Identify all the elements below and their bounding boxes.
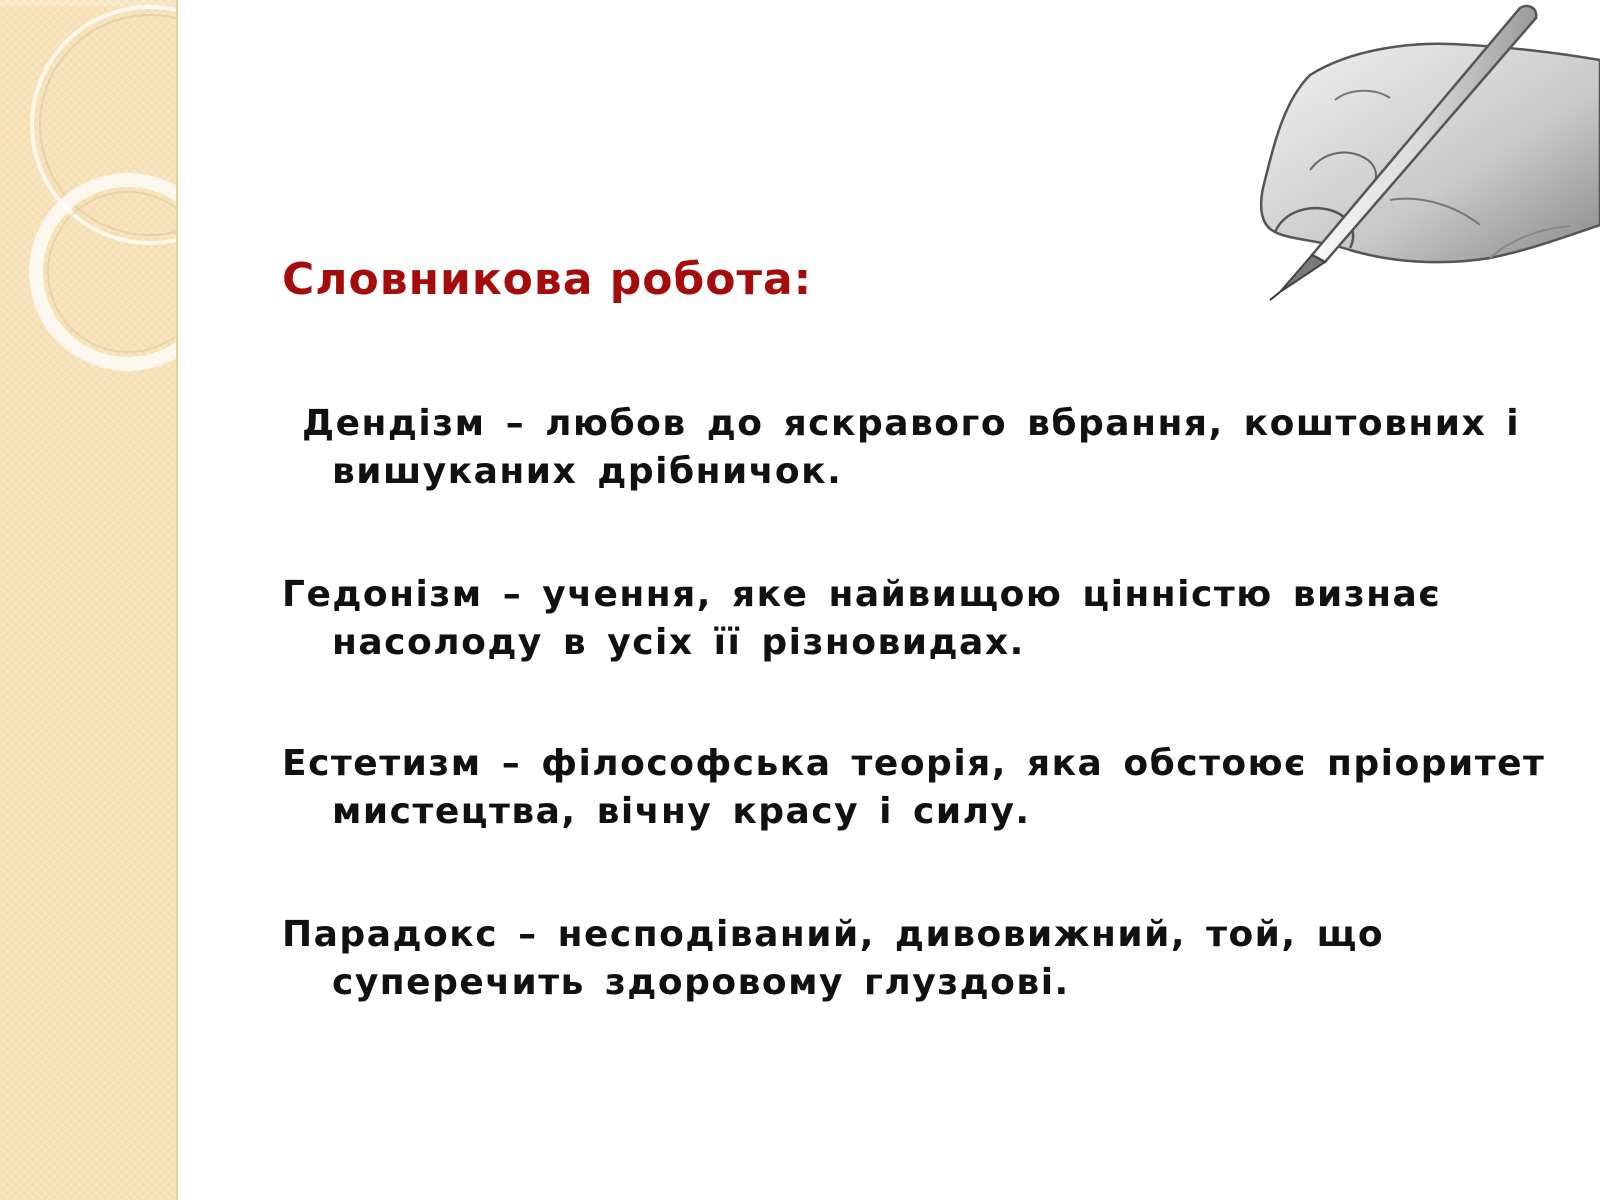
term-word: Естетизм (282, 743, 482, 784)
term-hedonism (282, 571, 1572, 667)
term-word: Дендізм (302, 403, 486, 444)
slide-title: Словникова робота: (282, 254, 813, 305)
term-definition: – любов до яскравого вбрання, коштовних і вишуканих дрібничок. (332, 403, 1521, 492)
term-paradox (282, 911, 1572, 1007)
hand-writing-illustration-icon (1240, 0, 1600, 310)
term-aestheticism (282, 740, 1572, 836)
term-dendism (282, 400, 1572, 496)
decorative-rings-icon (0, 0, 176, 400)
term-definition: – несподіваний, дивовижний, той, що суперечить здоровому глуздові. (332, 914, 1385, 1003)
term-word: Парадокс (282, 914, 499, 955)
term-definition: – учення, яке найвищою цінністю визнає насолоду в усіх її різновидах. (332, 574, 1442, 663)
term-word: Гедонізм (282, 574, 483, 615)
term-definition: – філософська теорія, яка обстоює пріоритет мистецтва, вічну красу і силу. (332, 743, 1546, 832)
decorative-left-strip (0, 0, 178, 1200)
